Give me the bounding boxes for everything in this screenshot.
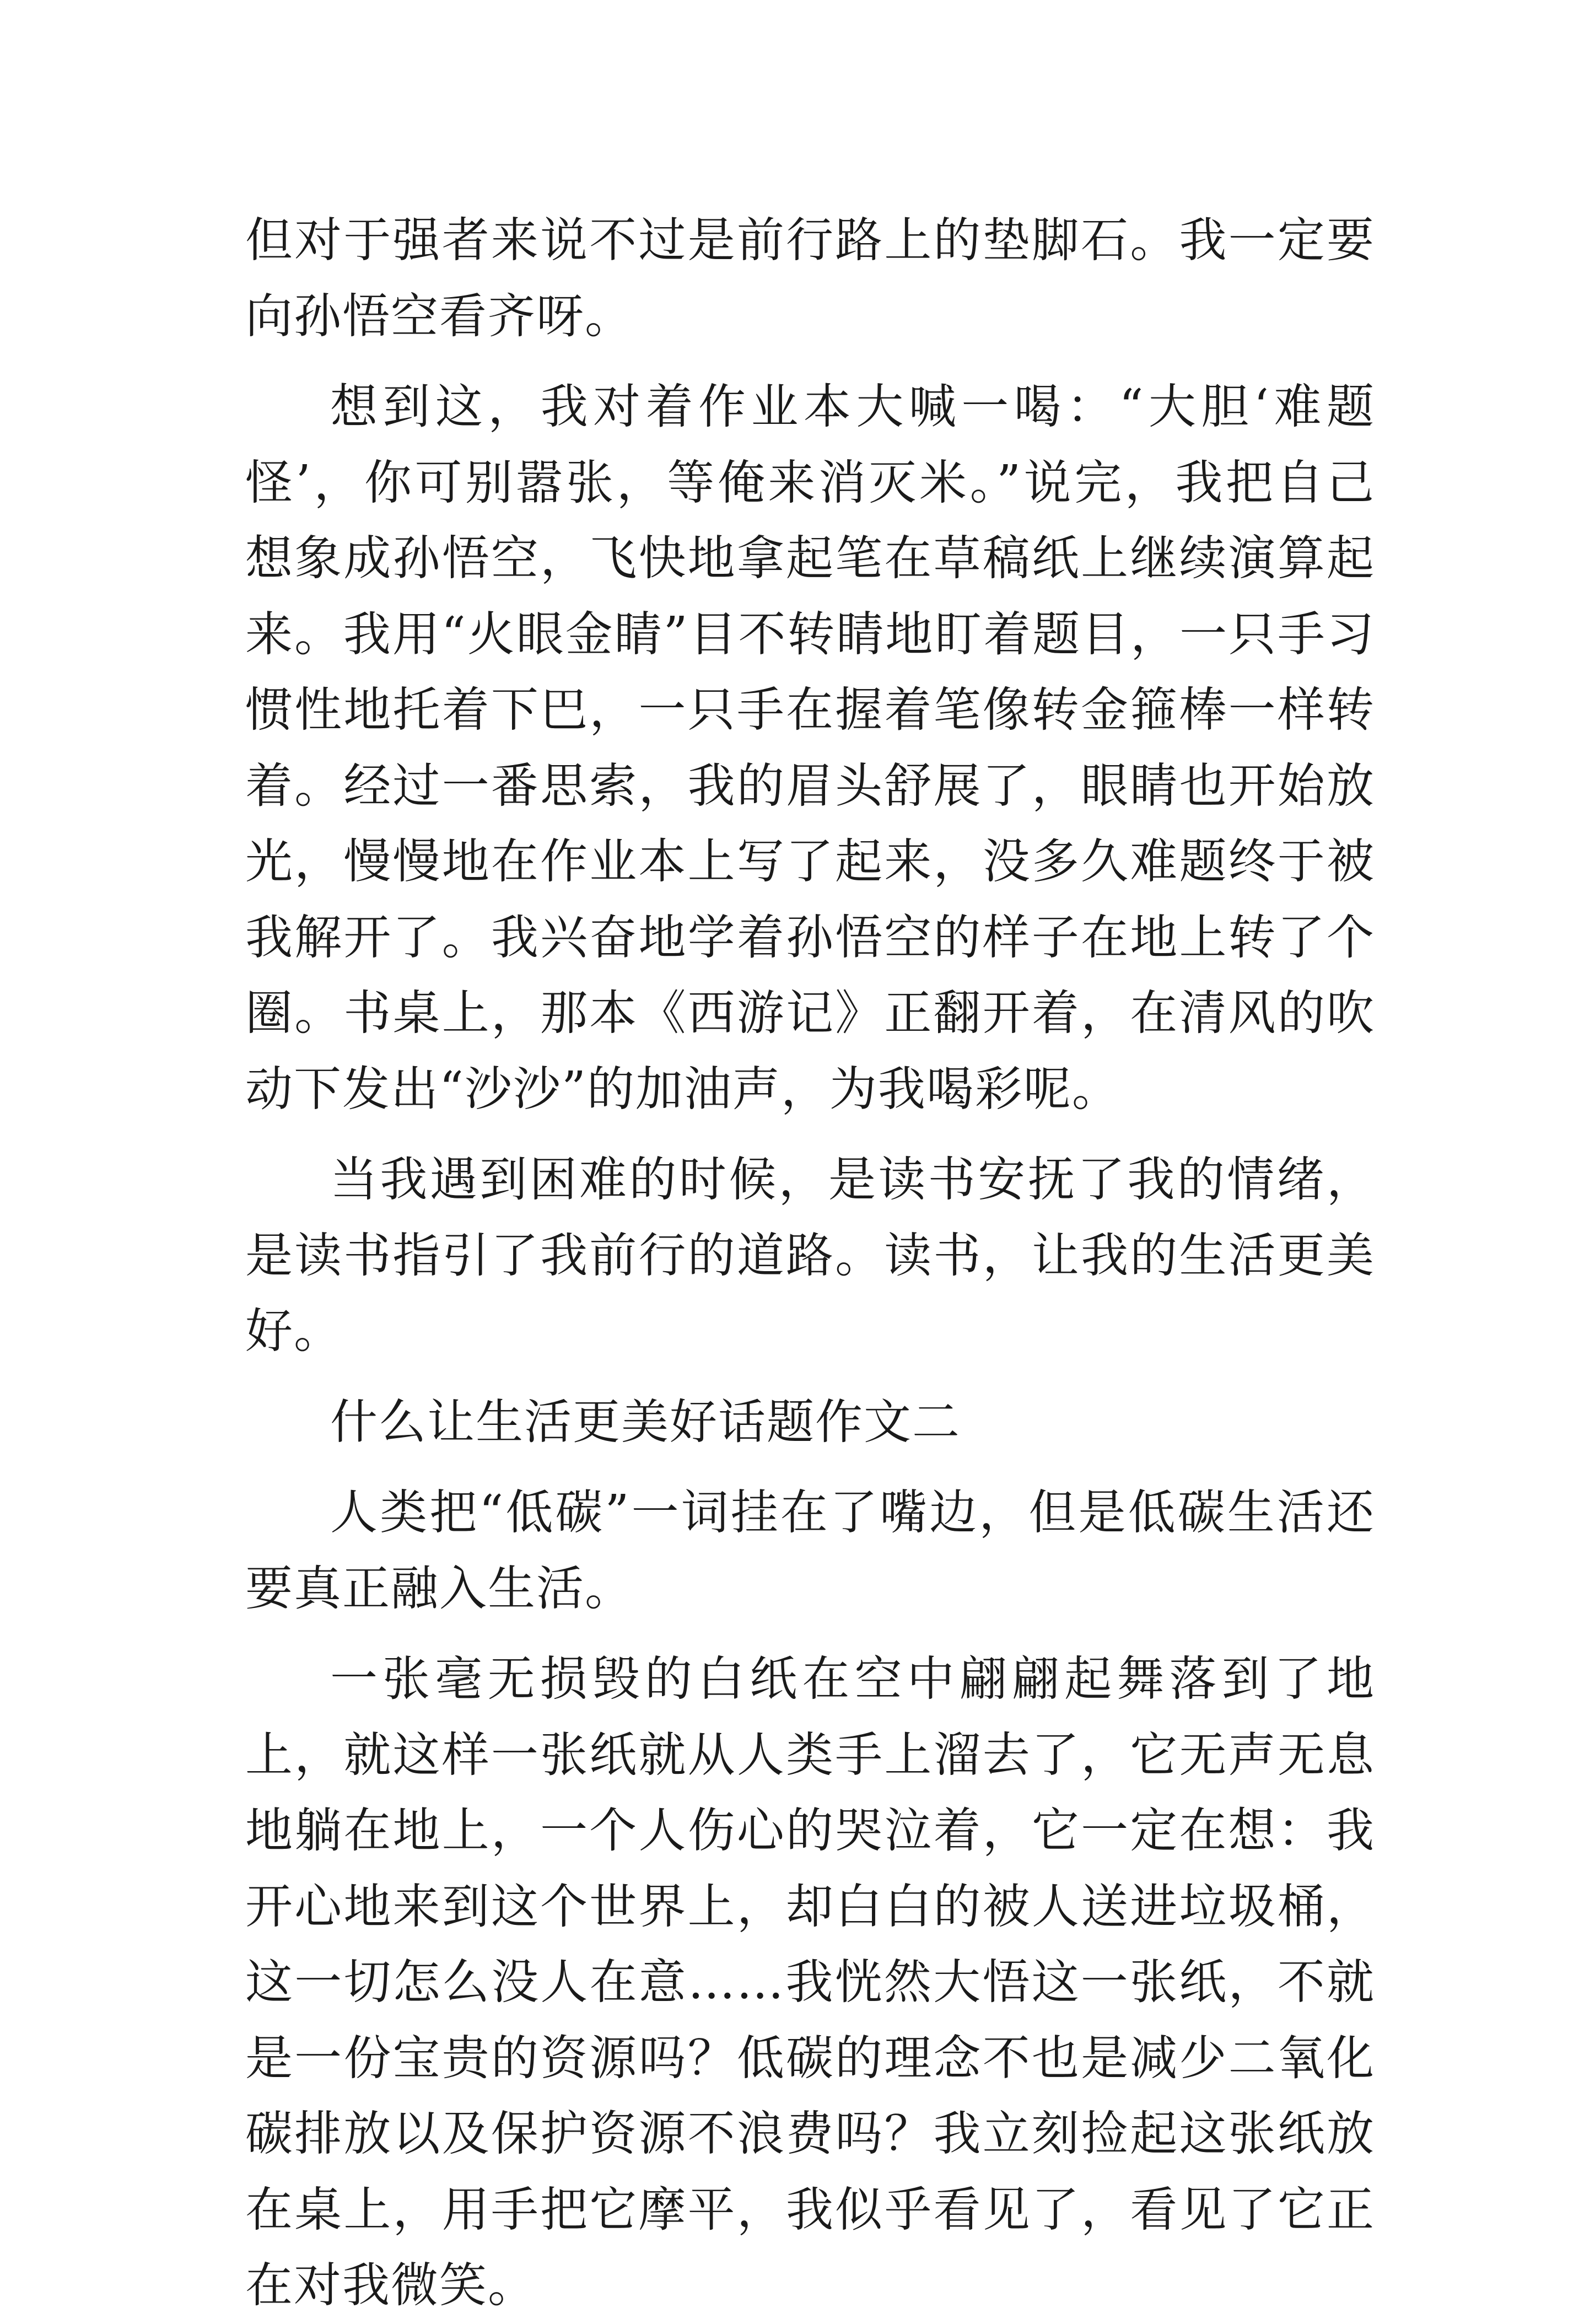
paragraph-homework-battle: 想到这，我对着作业本大喊一喝：“大胆‘难题怪’，你可别嚣张，等俺来消灭米。”说完，我把自己想象成孙悟空，飞快地拿起笔在草稿纸上继续演算起来。我用“火眼金睛”目不转睛地盯着题目，一只手习惯性地托着下巴，一只手在握着笔像转金箍棒一样转着。经过一番思索，我的眉头舒展了，眼睛也开始放光，慢慢地在作业本上写了起来，没多久难题终于被我解开了。我兴奋地学着孙悟空的样子在地上转了个圈。书桌上，那本《西游记》正翻开着，在清风的吹动下发出“沙沙”的加油声，为我喝彩呢。 bbox=[245, 379, 1375, 1117]
essay-two-title: 什么让生活更美好话题作文二 bbox=[330, 1394, 961, 1450]
article-body bbox=[245, 203, 1375, 2324]
paragraph-low-carbon-intro: 人类把“低碳”一词挂在了嘴边，但是低碳生活还要真正融入生活。 bbox=[245, 1485, 1375, 1616]
paragraph-continuation: 但对于强者来说不过是前行路上的垫脚石。我一定要向孙悟空看齐呀。 bbox=[245, 213, 1375, 344]
paragraph-paper-story: 一张毫无损毁的白纸在空中翩翩起舞落到了地上，就这样一张纸就从人类手上溜去了，它无声无息地躺在地上，一个人伤心的哭泣着，它一定在想：我开心地来到这个世界上，却白白的被人送进垃圾桶，这一切怎么没人在意……我恍然大悟这一张纸，不就是一份宝贵的资源吗？低碳的理念不也是减少二氧化碳排放以及保护资源不浪费吗？我立刻捡起这张纸放在桌上，用手把它摩平，我似乎看见了，看见了它正在对我微笑。 bbox=[245, 1651, 1375, 2313]
paragraph-reading-conclusion: 当我遇到困难的时候，是读书安抚了我的情绪，是读书指引了我前行的道路。读书，让我的生活更美好。 bbox=[245, 1152, 1375, 1359]
